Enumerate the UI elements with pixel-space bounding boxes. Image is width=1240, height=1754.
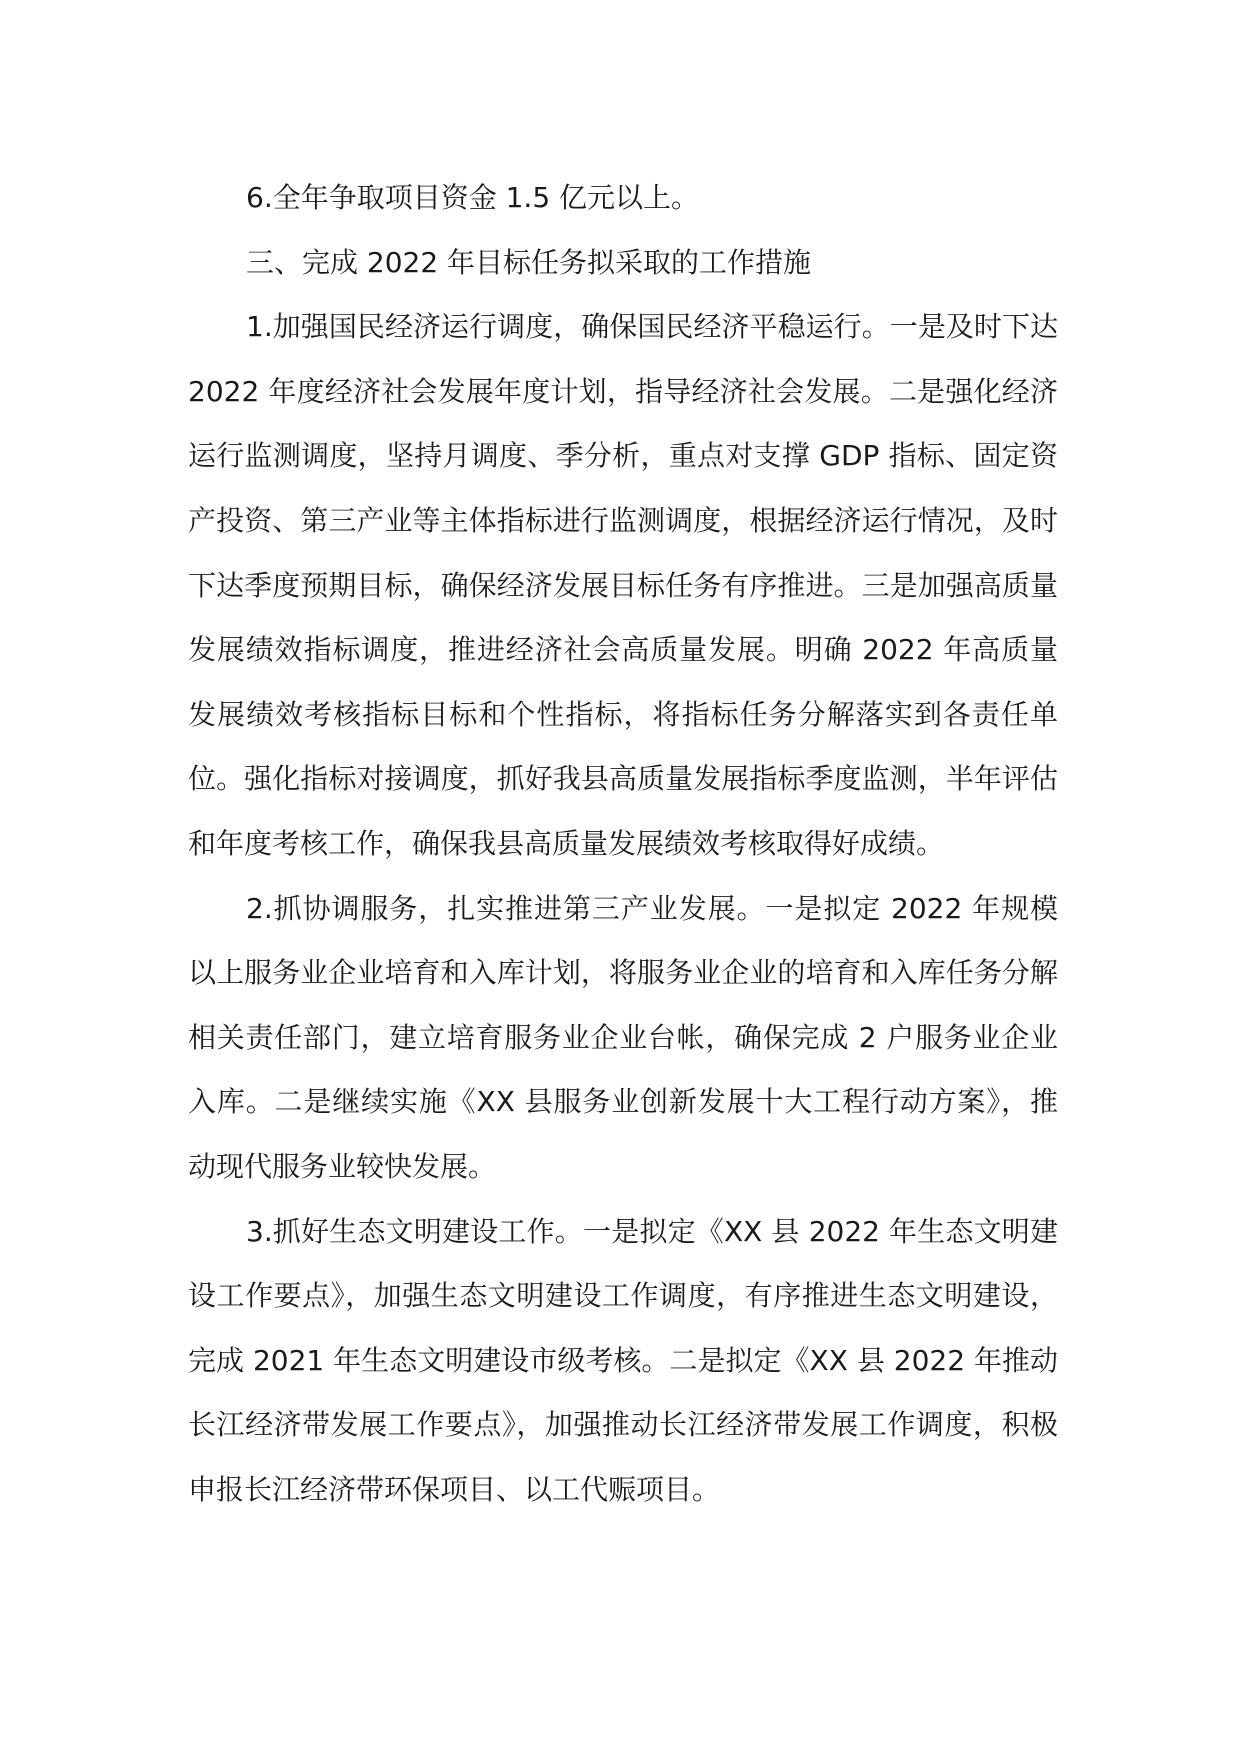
document-body	[188, 166, 1058, 1522]
paragraph-measure-2: 2.抓协调服务，扎实推进第三产业发展。一是拟定 2022 年规模以上服务业企业培育和入库计划，将服务业企业的培育和入库任务分解相关责任部门，建立培育服务业企业台帐，确保完成 2 户服务业企业入库。二是继续实施《XX 县服务业创新发展十大工程行动方案》，推动现代服务业较快发展。	[188, 891, 1058, 1183]
section-heading-measures: 三、完成 2022 年目标任务拟采取的工作措施	[246, 245, 812, 279]
paragraph-item-6-funding: 6.全年争取项目资金 1.5 亿元以上。	[246, 181, 700, 214]
paragraph-measure-3: 3.抓好生态文明建设工作。一是拟定《XX 县 2022 年生态文明建设工作要点》，加强生态文明建设工作调度，有序推进生态文明建设，完成 2021 年生态文明建设市级考核。二是拟定《XX 县 2022 年推动长江经济带发展工作要点》，加强推动长江经济带发展工作调度，积极申报长江经济带环保项目、以工代赈项目。	[188, 1214, 1058, 1506]
paragraph-measure-1: 1.加强国民经济运行调度，确保国民经济平稳运行。一是及时下达 2022 年度经济社会发展年度计划，指导经济社会发展。二是强化经济运行监测调度，坚持月调度、季分析，重点对支撑 GDP 指标、固定资产投资、第三产业等主体指标进行监测调度，根据经济运行情况，及时下达季度预期目标，确保经济发展目标任务有序推进。三是加强高质量发展绩效指标调度，推进经济社会高质量发展。明确 2022 年高质量发展绩效考核指标目标和个性指标，将指标任务分解落实到各责任单位。强化指标对接调度，抓好我县高质量发展指标季度监测，半年评估和年度考核工作，确保我县高质量发展绩效考核取得好成绩。	[188, 310, 1058, 860]
